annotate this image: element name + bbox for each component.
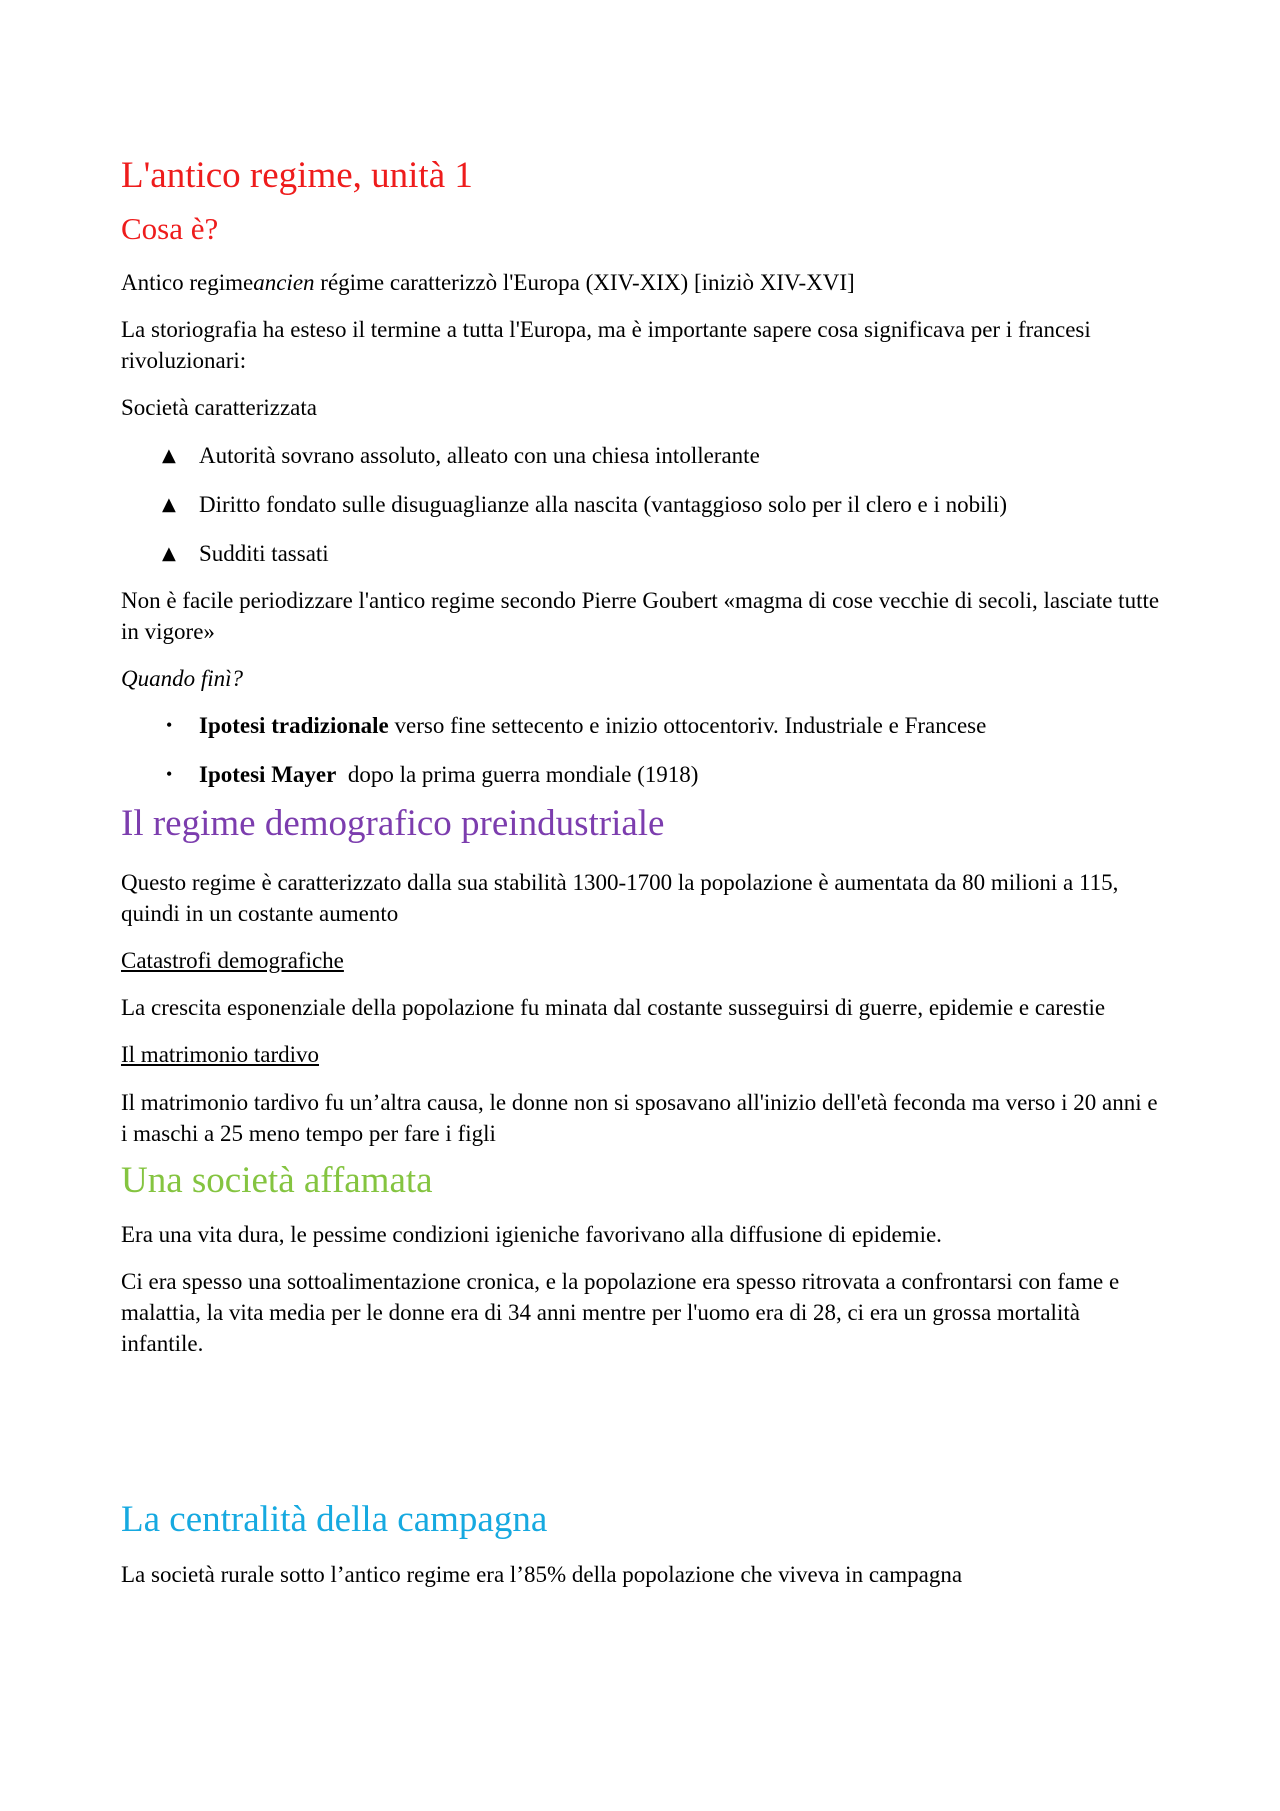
paragraph-crescita: La crescita esponenziale della popolazione fu minata dal costante susseguirsi di guerre, epidemie e carestie — [121, 994, 1106, 1020]
paragraph-definition — [121, 267, 1161, 298]
subheading-matrimonio — [121, 1039, 1161, 1070]
hypothesis-title: Ipotesi tradizionale — [199, 712, 389, 738]
document-title: L'antico regime, unità 1 — [121, 155, 473, 196]
dot-bullet-icon: • — [166, 763, 173, 784]
subheading-catastrofi — [121, 945, 1161, 976]
triangle-bullet-icon: ▲ — [162, 444, 176, 466]
subheading-text: Il matrimonio tardivo — [121, 1041, 320, 1067]
text-antico-regime: Antico regime — [121, 269, 254, 295]
list-item — [121, 489, 1161, 520]
section-heading-cosa-e: Cosa è? — [121, 211, 219, 247]
hypothesis-text: verso fine settecento e inizio ottocentoriv. Industriale e Francese — [388, 712, 987, 738]
paragraph-vita-dura: Era una vita dura, le pessime condizioni igieniche favorivano alla diffusione di epidemie. — [121, 1222, 942, 1248]
text-ancien: ancien — [253, 269, 315, 295]
paragraph-matrimonio: Il matrimonio tardivo fu un’altra causa, le donne non si sposavano all'inizio dell'età feconda ma verso i 20 anni e i maschi a 25 meno tempo per fare i figli — [121, 1089, 1158, 1146]
subheading-text: Catastrofi demografiche — [121, 947, 344, 973]
list-item — [121, 538, 1161, 569]
section-heading-regime-demografico: Il regime demografico preindustriale — [121, 802, 665, 844]
list-item-text: Diritto fondato sulle disuguaglianze alla nascita (vantaggioso solo per il clero e i nobili) — [199, 491, 1007, 517]
hypothesis-list — [121, 710, 1161, 790]
paragraph-sottoalimentazione: Ci era spesso una sottoalimentazione cronica, e la popolazione era spesso ritrovata a confrontarsi con fame e malattia, la vita media per le donne era di 34 anni mentre per l'uomo era di 28, ci era un grossa mortalità infantile. — [121, 1269, 1120, 1357]
list-item-text: Sudditi tassati — [199, 540, 329, 566]
triangle-bullet-icon: ▲ — [162, 542, 176, 564]
list-item-text: Autorità sovrano assoluto, alleato con una chiesa intollerante — [199, 442, 760, 468]
paragraph-societa-rurale: La società rurale sotto l’antico regime era l’85% della popolazione che viveva in campagna — [121, 1561, 963, 1587]
section-heading-campagna: La centralità della campagna — [121, 1499, 548, 1541]
hypothesis-title: Ipotesi Mayer — [199, 761, 337, 787]
dot-bullet-icon: • — [166, 714, 173, 735]
section-heading-societa-affamata: Una società affamata — [121, 1159, 433, 1201]
question-quando-fini — [121, 663, 1161, 694]
hypothesis-text: dopo la prima guerra mondiale (1918) — [336, 761, 699, 787]
paragraph-storiografia: La storiografia ha esteso il termine a tutta l'Europa, ma è importante sapere cosa significava per i francesi rivoluzionari: — [121, 316, 1091, 373]
triangle-bullet-icon: ▲ — [162, 493, 176, 515]
list-item — [121, 759, 1161, 790]
paragraph-goubert: Non è facile periodizzare l'antico regime secondo Pierre Goubert «magma di cose vecchie di secoli, lasciate tutte in vigore» — [121, 587, 1160, 644]
document-page — [121, 150, 1161, 1590]
paragraph-societa: Società caratterizzata — [121, 394, 317, 420]
list-item — [121, 710, 1161, 741]
text-regime-description: régime caratterizzò l'Europa (XIV-XIX) [iniziò XIV-XVI] — [314, 269, 855, 295]
list-item — [121, 440, 1161, 471]
paragraph-stabilita: Questo regime è caratterizzato dalla sua stabilità 1300-1700 la popolazione è aumentata da 80 milioni a 115, quindi in un costante aumento — [121, 869, 1119, 926]
question-text: Quando finì? — [121, 665, 244, 691]
triangle-bullet-list — [121, 440, 1161, 569]
